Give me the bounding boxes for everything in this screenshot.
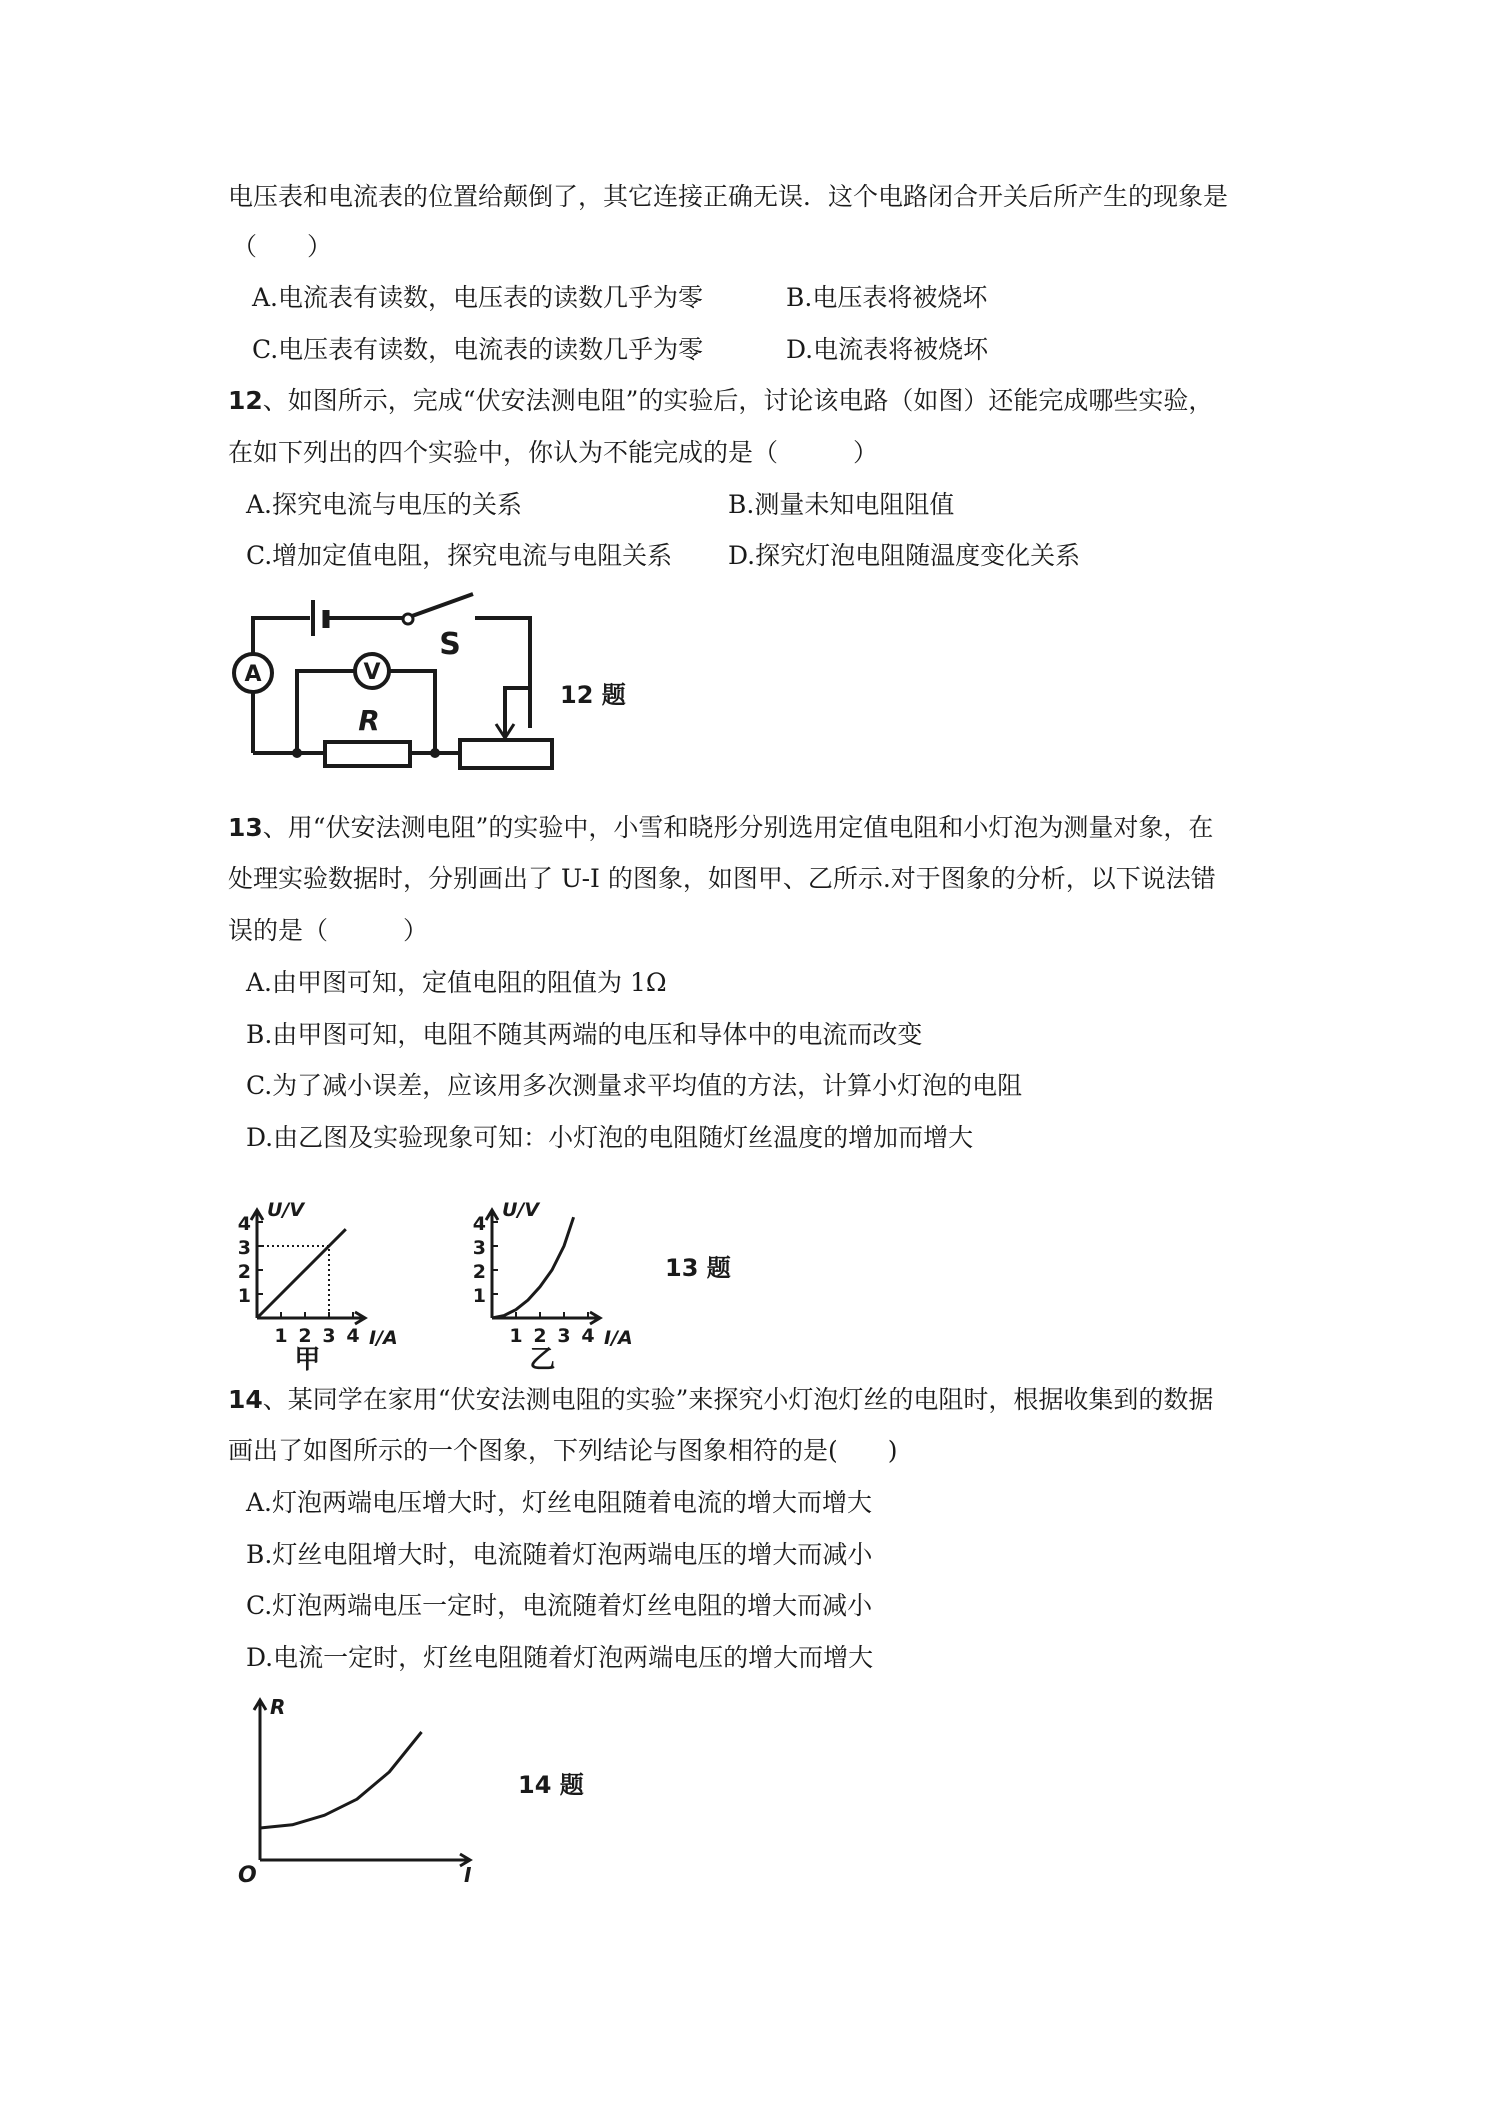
q14-option-b: B.灯丝电阻增大时，电流随着灯泡两端电压的增大而减小 xyxy=(246,1540,873,1569)
x-tick-label: 2 xyxy=(533,1325,547,1347)
series-line xyxy=(492,1217,574,1318)
rheostat xyxy=(460,740,552,768)
q12-stem-text: 、如图所示，完成“伏安法测电阻”的实验后，讨论该电路（如图）还能完成哪些实验， xyxy=(262,386,1214,415)
y-tick-label: 4 xyxy=(472,1213,486,1235)
y-tick-label: 3 xyxy=(472,1237,486,1259)
x-axis-label: I/A xyxy=(369,1327,398,1349)
q13-option-a: A.由甲图可知，定值电阻的阻值为 1Ω xyxy=(246,968,667,997)
q12-stem-line2: 在如下列出的四个实验中，你认为不能完成的是（ ） xyxy=(228,438,879,467)
q11-option-c: C.电压表有读数，电流表的读数几乎为零 xyxy=(252,335,704,364)
q14-option-c: C.灯泡两端电压一定时，电流随着灯丝电阻的增大而减小 xyxy=(246,1591,873,1620)
voltmeter-label: V xyxy=(363,660,381,685)
chart-title: 乙 xyxy=(529,1345,556,1375)
q12-circuit-diagram xyxy=(225,588,555,778)
q14-stem-line1 xyxy=(228,1383,1213,1417)
switch-blade xyxy=(412,594,473,616)
y-axis-label: R xyxy=(270,1695,286,1719)
q13-chart-yi xyxy=(452,1168,682,1375)
q13-option-c: C.为了减小误差，应该用多次测量求平均值的方法，计算小灯泡的电阻 xyxy=(246,1071,1023,1100)
origin-label: O xyxy=(238,1863,257,1888)
q14-option-a: A.灯泡两端电压增大时，灯丝电阻随着电流的增大而增大 xyxy=(246,1488,873,1517)
series-line xyxy=(260,1732,422,1828)
x-tick-label: 3 xyxy=(557,1325,571,1347)
q14-stem-text: 、某同学在家用“伏安法测电阻的实验”来探究小灯泡灯丝的电阻时，根据收集到的数据 xyxy=(262,1385,1214,1414)
q12-figure-caption: 12 题 xyxy=(560,681,626,709)
q11-stem-line1: 电压表和电流表的位置给颠倒了，其它连接正确无误．这个电路闭合开关后所产生的现象是 xyxy=(228,182,1229,211)
q11-stem-line2: （ ） xyxy=(232,232,333,261)
q11-option-d: D.电流表将被烧坏 xyxy=(786,335,989,364)
q13-chart-jia xyxy=(225,1168,435,1375)
resistor xyxy=(325,742,410,766)
y-tick-label: 4 xyxy=(237,1213,251,1235)
x-tick-label: 4 xyxy=(581,1325,595,1347)
x-tick-label: 1 xyxy=(509,1325,523,1347)
q14-figure-caption: 14 题 xyxy=(518,1771,584,1799)
y-tick-label: 1 xyxy=(237,1285,251,1307)
circuit-wire xyxy=(475,618,530,728)
q13-stem-text: 、用“伏安法测电阻”的实验中，小雪和晓彤分别选用定值电阻和小灯泡为测量对象，在 xyxy=(262,813,1214,842)
q13-option-b: B.由甲图可知，电阻不随其两端的电压和导体中的电流而改变 xyxy=(246,1020,923,1049)
series-line xyxy=(257,1229,346,1318)
x-tick-label: 2 xyxy=(298,1325,312,1347)
y-tick-label: 2 xyxy=(472,1261,486,1283)
y-axis-label: U/V xyxy=(502,1199,540,1221)
junction-dot xyxy=(430,748,440,758)
resistor-label: R xyxy=(358,704,380,737)
q14-number: 14 xyxy=(228,1385,263,1414)
switch-pivot xyxy=(403,614,413,624)
chart-title: 甲 xyxy=(294,1345,321,1375)
q12-option-c: C.增加定值电阻，探究电流与电阻关系 xyxy=(246,541,673,570)
q13-stem-line2: 处理实验数据时，分别画出了 U-I 的图象，如图甲、乙所示.对于图象的分析，以下说法错 xyxy=(228,864,1216,893)
x-axis-label: I/A xyxy=(604,1327,633,1349)
x-tick-label: 3 xyxy=(322,1325,336,1347)
y-tick-label: 1 xyxy=(472,1285,486,1307)
q14-stem-line2: 画出了如图所示的一个图象，下列结论与图象相符的是( ) xyxy=(228,1436,898,1465)
x-tick-label: 4 xyxy=(346,1325,360,1347)
y-axis-label: U/V xyxy=(267,1199,305,1221)
q11-option-b: B.电压表将被烧坏 xyxy=(786,283,988,312)
q13-number: 13 xyxy=(228,813,263,842)
q11-option-a: A.电流表有读数，电压表的读数几乎为零 xyxy=(252,283,704,312)
q13-option-d: D.由乙图及实验现象可知：小灯泡的电阻随灯丝温度的增加而增大 xyxy=(246,1123,974,1152)
q12-number: 12 xyxy=(228,386,263,415)
switch-label: S xyxy=(439,627,461,662)
q12-stem-line1 xyxy=(228,384,1213,418)
junction-dot xyxy=(292,748,302,758)
q12-option-d: D.探究灯泡电阻随温度变化关系 xyxy=(728,541,1081,570)
x-tick-label: 1 xyxy=(274,1325,288,1347)
y-tick-label: 3 xyxy=(237,1237,251,1259)
q14-option-d: D.电流一定时，灯丝电阻随着灯泡两端电压的增大而增大 xyxy=(246,1643,874,1672)
q12-option-a: A.探究电流与电压的关系 xyxy=(246,490,523,519)
y-tick-label: 2 xyxy=(237,1261,251,1283)
q12-option-b: B.测量未知电阻阻值 xyxy=(728,490,955,519)
q14-chart xyxy=(225,1690,515,1888)
q13-figure-caption: 13 题 xyxy=(665,1254,731,1282)
q13-stem-line3: 误的是（ ） xyxy=(228,916,429,945)
rheostat-slider-wire xyxy=(505,688,530,736)
q13-stem-line1 xyxy=(228,811,1213,845)
ammeter-label: A xyxy=(244,662,262,687)
x-axis-label: I xyxy=(464,1863,472,1887)
